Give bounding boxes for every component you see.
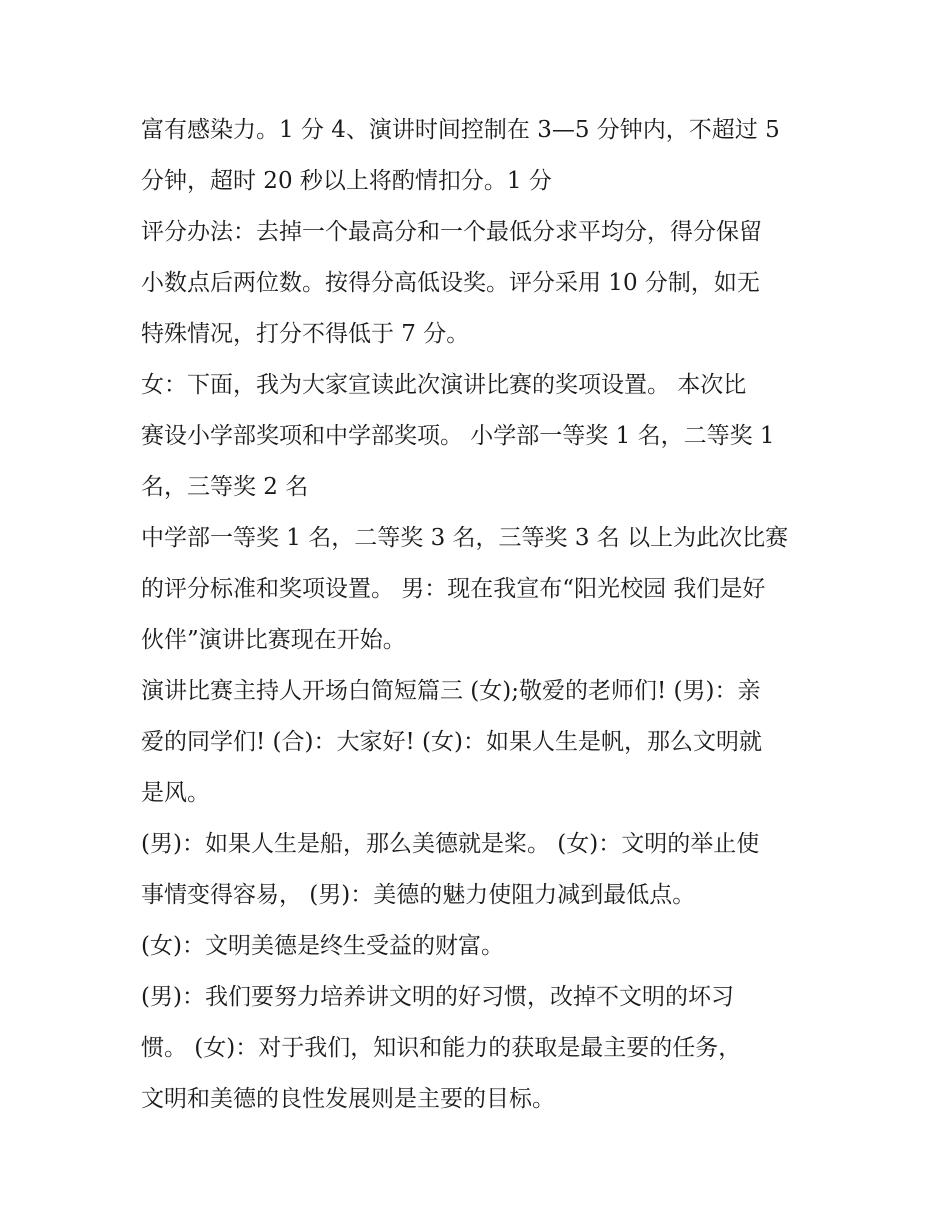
document-body [141,105,821,1125]
text-line: 名，三等奖 2 名 [141,474,309,500]
text-line: 的评分标准和奖项设置。 男：现在我宣布“阳光校园 我们是好 [141,576,766,602]
text-line: 小数点后两位数。按得分高低设奖。评分采用 10 分制，如无 [141,270,760,296]
text-line: (男)：我们要努力培养讲文明的好习惯，改掉不文明的坏习 [141,984,734,1010]
text-line: 分钟，超时 20 秒以上将酌情扣分。1 分 [141,168,552,194]
text-line: 惯。 (女)：对于我们，知识和能力的获取是最主要的任务， [141,1035,742,1061]
text-line: 特殊情况，打分不得低于 7 分。 [141,321,470,347]
text-line: 评分办法：去掉一个最高分和一个最低分求平均分，得分保留 [141,219,762,245]
text-line: 文明和美德的良性发展则是主要的目标。 [141,1086,555,1112]
text-line: (女)：文明美德是终生受益的财富。 [141,933,504,959]
text-line: 是风。 [141,780,210,806]
text-line: 伙伴”演讲比赛现在开始。 [141,627,406,653]
text-line: 演讲比赛主持人开场白简短篇三 (女);敬爱的老师们! (男)：亲 [141,678,761,704]
text-line: 富有感染力。1 分 4、演讲时间控制在 3—5 分钟内，不超过 5 [141,117,780,143]
text-line: 爱的同学们! (合)：大家好! (女)：如果人生是帆，那么文明就 [141,729,762,755]
text-line: 赛设小学部奖项和中学部奖项。 小学部一等奖 1 名，二等奖 1 [141,423,775,449]
text-line: 中学部一等奖 1 名，二等奖 3 名，三等奖 3 名 以上为此次比赛 [141,525,789,551]
text-line: (男)：如果人生是船，那么美德就是桨。 (女)：文明的举止使 [141,831,760,857]
text-line: 女：下面，我为大家宣读此次演讲比赛的奖项设置。 本次比 [141,372,747,398]
text-line: 事情变得容易， (男)：美德的魅力使阻力减到最低点。 [141,882,696,908]
